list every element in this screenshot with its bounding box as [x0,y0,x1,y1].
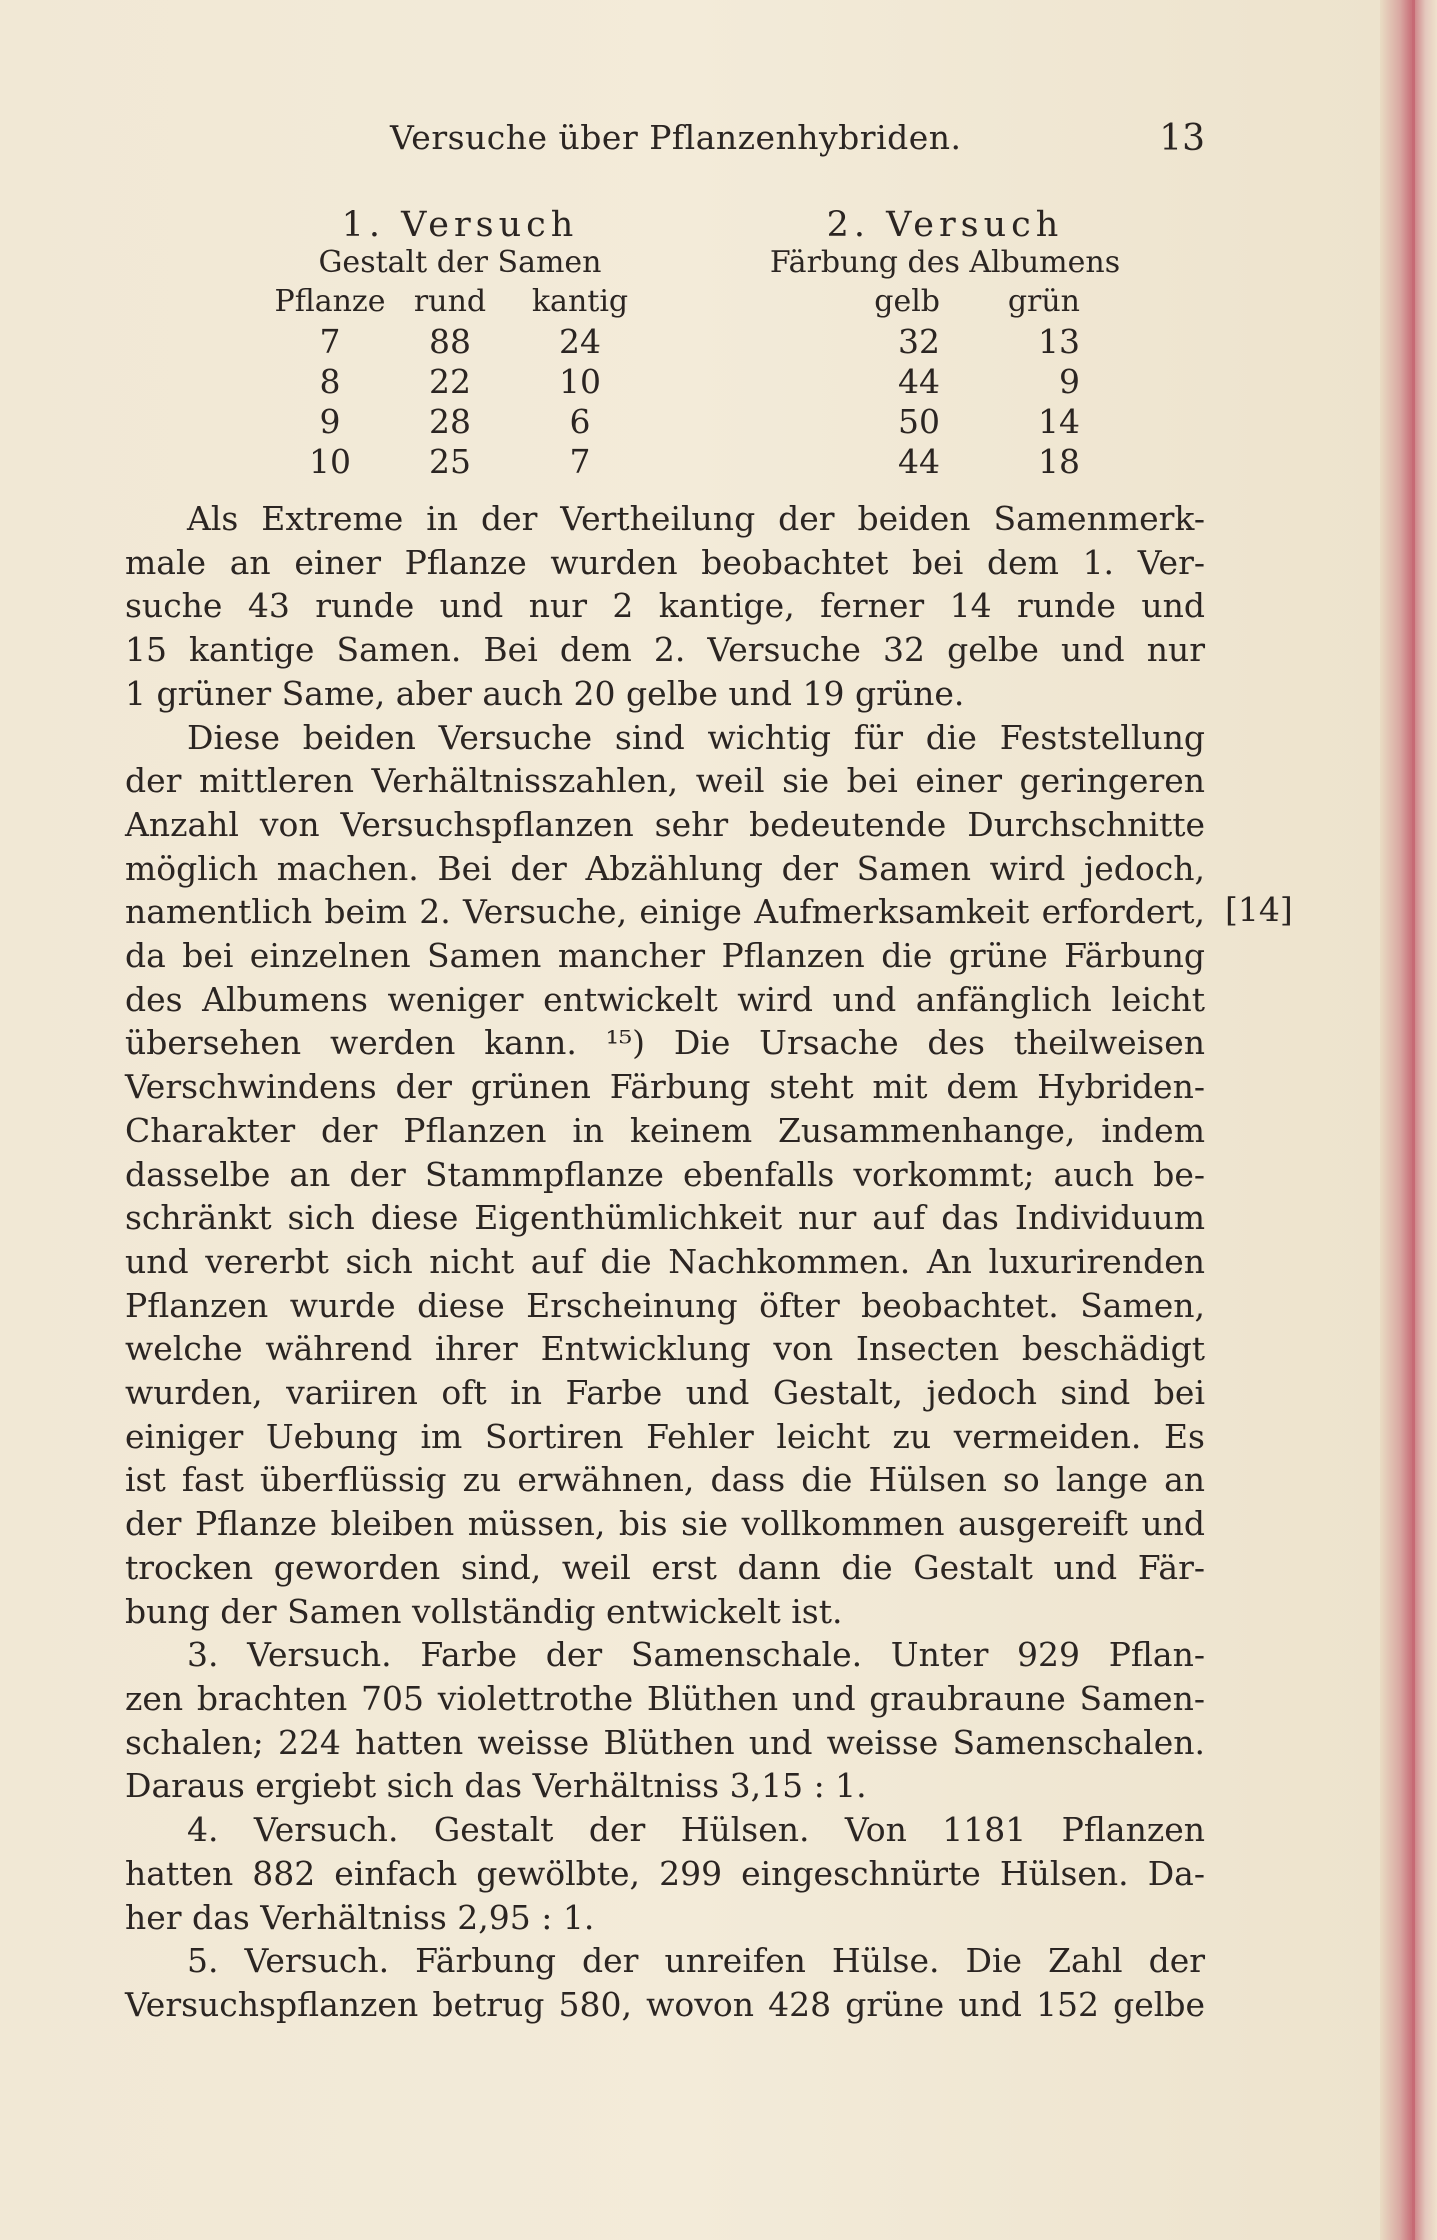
column-header: Pflanze [274,283,386,319]
text-line: da bei einzelnen Samen mancher Pflanzen die grüne Färbung [125,936,1205,976]
table-header-row [740,281,1150,321]
text-line: schränkt sich diese Eigenthümlichkeit nur auf das Individuum [125,1198,1205,1238]
table-cell: 7 [319,321,341,361]
paragraph [125,1633,1205,1808]
table-subtitle: Färbung des Albumens [769,245,1121,280]
table-experiment-1 [270,205,650,481]
paragraph [125,716,1205,1634]
paragraph [125,497,1205,716]
text-line: zen brachten 705 violettrothe Blüthen und graubraune Samen- [125,1678,1205,1718]
text-line: hatten 882 einfach gewölbte, 299 eingeschnürte Hülsen. Da- [125,1853,1205,1893]
text-line: namentlich beim 2. Versuche, einige Aufmerksamkeit erfordert, [125,892,1205,932]
text-line: 5. Versuch. Färbung der unreifen Hülse. Die Zahl der [187,1941,1205,1981]
text-line: der Pflanze bleiben müssen, bis sie vollkommen ausgereift und [125,1504,1205,1544]
text-line: 1 grüner Same, aber auch 20 gelbe und 19 grüne. [125,673,965,713]
body-text [125,497,1205,2027]
text-line: Anzahl von Versuchspflanzen sehr bedeutende Durchschnitte [125,804,1205,844]
table-row [270,321,650,361]
paragraph [125,1808,1205,1939]
table-cell: 25 [429,441,471,481]
text-line: bung der Samen vollständig entwickelt ist. [125,1591,843,1631]
text-line: her das Verhältniss 2,95 : 1. [125,1897,595,1937]
text-line: möglich machen. Bei der Abzählung der Samen wird jedoch, [125,848,1205,888]
table-cell: 28 [429,401,471,441]
table-title: 2. Versuch [826,205,1064,245]
text-line: Pflanzen wurde diese Erscheinung öfter beobachtet. Samen, [125,1285,1205,1325]
page-number: 13 [1159,118,1205,159]
table-title: 1. Versuch [341,205,579,245]
text-line: Verschwindens der grünen Färbung steht mit dem Hybriden- [125,1067,1205,1107]
table-cell: 22 [429,361,471,401]
page-edge [1380,0,1437,2240]
table-cell: 18 [1038,441,1080,481]
table-cell: 10 [309,441,351,481]
text-line: schalen; 224 hatten weisse Blüthen und weisse Samenschalen. [125,1722,1205,1762]
column-header: rund [413,283,487,319]
marginal-page-reference: [14] [1225,890,1293,929]
text-line: wurden, variiren oft in Farbe und Gestalt, jedoch sind bei [125,1373,1205,1413]
text-line: ist fast überflüssig zu erwähnen, dass die Hülsen so lange an [125,1460,1205,1500]
table-row [270,401,650,441]
table-row [740,401,1150,441]
page-header [190,112,1205,162]
table-cell: 9 [1059,361,1080,401]
table-cell: 14 [1038,401,1080,441]
table-cell: 44 [898,361,940,401]
table-cell: 50 [898,401,940,441]
text-line: der mittleren Verhältnisszahlen, weil sie bei einer geringeren [125,761,1205,801]
table-row [740,361,1150,401]
text-line: 15 kantige Samen. Bei dem 2. Versuche 32 gelbe und nur [125,630,1205,670]
text-line: des Albumens weniger entwickelt wird und anfänglich leicht [125,979,1205,1019]
table-row [270,361,650,401]
table-cell: 9 [319,401,341,441]
table-cell: 7 [569,441,591,481]
page-edge-line [1412,0,1415,2240]
table-cell: 8 [319,361,341,401]
table-cell: 13 [1038,321,1080,361]
table-row [740,441,1150,481]
table-cell: 88 [429,321,471,361]
text-line: suche 43 runde und nur 2 kantige, ferner 14 runde und [125,586,1205,626]
table-row [270,441,650,481]
text-line: Daraus ergiebt sich das Verhältniss 3,15 : 1. [125,1766,867,1806]
text-line: Als Extreme in der Vertheilung der beiden Samenmerk- [187,499,1205,538]
text-line: trocken geworden sind, weil erst dann die Gestalt und Fär- [125,1547,1205,1587]
table-cell: 10 [559,361,601,401]
text-line: und vererbt sich nicht auf die Nachkommen. An luxurirenden [125,1241,1205,1281]
paragraph [125,1939,1205,2026]
text-line: übersehen werden kann. ¹⁵) Die Ursache des theilweisen [125,1023,1205,1063]
column-header: kantig [531,283,629,319]
text-line: 3. Versuch. Farbe der Samenschale. Unter 929 Pflan- [187,1635,1205,1675]
column-header: gelb [874,283,940,319]
text-line: dasselbe an der Stammpflanze ebenfalls vorkommt; auch be- [125,1154,1205,1194]
text-line: welche während ihrer Entwicklung von Insecten beschädigt [125,1329,1205,1369]
table-cell: 24 [559,321,601,361]
text-line: Charakter der Pflanzen in keinem Zusammenhange, indem [125,1110,1205,1150]
table-header-row [270,281,650,321]
table-subtitle: Gestalt der Samen [318,245,602,280]
table-cell: 6 [569,401,591,441]
data-tables [270,205,1150,495]
column-header: grün [1007,283,1080,319]
text-line: Versuchspflanzen betrug 580, wovon 428 grüne und 152 gelbe [125,1984,1205,2024]
text-line: 4. Versuch. Gestalt der Hülsen. Von 1181 Pflanzen [187,1810,1205,1850]
table-row [740,321,1150,361]
table-experiment-2 [740,205,1150,481]
text-line: einiger Uebung im Sortiren Fehler leicht zu vermeiden. Es [125,1416,1205,1456]
table-cell: 32 [898,321,940,361]
text-line: Diese beiden Versuche sind wichtig für die Feststellung [187,717,1205,757]
text-line: male an einer Pflanze wurden beobachtet bei dem 1. Ver- [125,542,1205,582]
running-head: Versuche über Pflanzenhybriden. [390,118,962,157]
table-cell: 44 [898,441,940,481]
